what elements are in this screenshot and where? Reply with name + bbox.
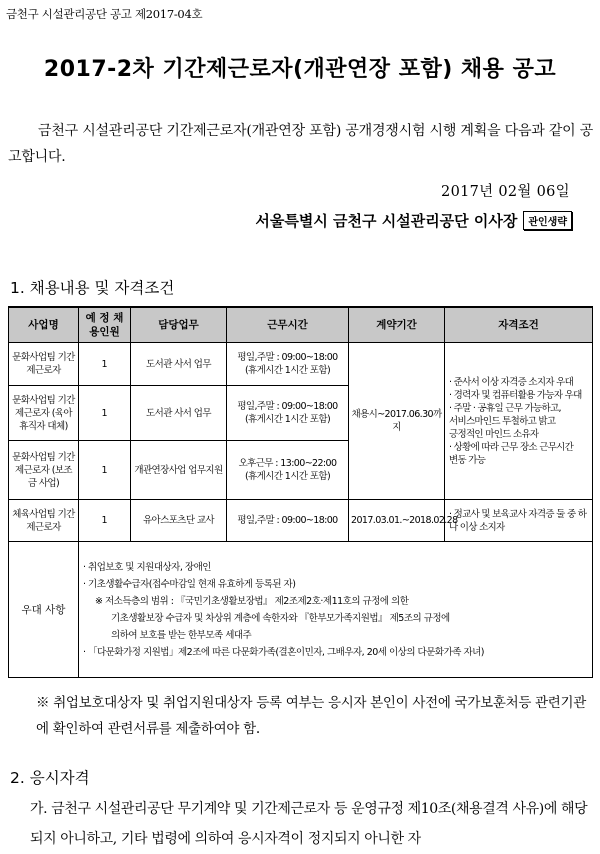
col-header-qualification: 자격조건 <box>445 307 593 343</box>
preference-line: 의하여 보호를 받는 한부모족 세대주 <box>111 629 252 641</box>
preference-line: · 기초생활수급자(접수마감일 현재 유효하게 등록된 자) <box>83 578 296 590</box>
col-header-count: 예 정 채용인원 <box>79 307 131 343</box>
col-header-duty: 담당업무 <box>131 307 227 343</box>
table-header-row <box>9 307 593 343</box>
section-2-heading: 2. 응시자격 <box>10 769 90 787</box>
business-cell: 문화사업팀 기간제근로자 (보조금 사업) <box>9 441 79 500</box>
duty-cell: 도서관 사서 업무 <box>131 343 227 386</box>
seal-stamp: 관인생략 <box>523 211 572 230</box>
notice-date: 2017년 02월 06일 <box>441 184 570 200</box>
table-row <box>9 343 593 386</box>
hours-note: (휴게시간 1시간 포함) <box>244 365 331 376</box>
hours-line: 평일,주말 : 09:00~18:00 <box>237 352 338 363</box>
hours-cell <box>227 441 349 500</box>
qualification-line: · 준사서 이상 자격증 소지자 우대 <box>449 376 574 388</box>
table-row <box>9 500 593 542</box>
business-cell: 체육사업팀 기간제근로자 <box>9 500 79 542</box>
qualification-cell <box>445 343 593 500</box>
count-cell: 1 <box>79 343 131 386</box>
preference-label: 우대 사항 <box>9 542 79 678</box>
duty-cell: 도서관 사서 업무 <box>131 386 227 441</box>
qualification-line: · 주말 · 공휴일 근무 가능하고, <box>449 402 561 414</box>
qualification-line: 변동 가능 <box>449 454 486 466</box>
contract-cell: 2017.03.01.~2018.02.28 <box>349 500 445 542</box>
registration-note: ※ 취업보호대상자 및 취업지원대상자 등록 여부는 응시자 본인이 사전에 국가보훈처등 관련기관에 확인하여 관련서류를 제출하여야 함. <box>36 695 587 737</box>
preference-line: · 「다문화가정 지원법」제2조에 따른 다문화가족(결혼이민자, 그배우자, 20세 이상의 다문화가족 자녀) <box>83 646 485 658</box>
recruitment-table <box>8 306 593 678</box>
qualification-line: · 상황에 따라 근무 장소 근무시간 <box>449 441 574 453</box>
col-header-contract: 계약기간 <box>349 307 445 343</box>
qualification-line: · 경력자 및 컴퓨터활용 가능자 우대 <box>449 389 582 401</box>
hours-cell <box>227 386 349 441</box>
hours-note: (휴게시간 1시간 포함) <box>244 471 331 482</box>
col-header-hours: 근무시간 <box>227 307 349 343</box>
qualification-line: 서비스마인드 투철하고 밝고 <box>449 415 556 427</box>
hours-note: (휴게시간 1시간 포함) <box>244 414 331 425</box>
hours-cell: 평일,주말 : 09:00~18:00 <box>227 500 349 542</box>
duty-cell: 유아스포츠단 교사 <box>131 500 227 542</box>
preference-line: ※ 저소득층의 범위 : 『국민기초생활보장법』 제2조제2호·제11호의 규정에 의한 <box>95 595 409 607</box>
count-cell: 1 <box>79 500 131 542</box>
col-header-business: 사업명 <box>9 307 79 343</box>
preference-line: · 취업보호 및 지원대상자, 장애인 <box>83 561 211 573</box>
qualification-line: 긍정적인 마인드 소유자 <box>449 428 539 440</box>
preference-line: 기초생활보장 수급자 및 차상위 계층에 속한자와 『한부모가족지원법』 제5조의 규정에 <box>111 612 450 624</box>
preference-content <box>79 542 593 678</box>
section-1-heading: 1. 채용내용 및 자격조건 <box>10 279 175 297</box>
hours-cell <box>227 343 349 386</box>
eligibility-item-a: 가. 금천구 시설관리공단 무기계약 및 기간제근로자 등 운영규정 제10조(채용결격 사유)에 해당되지 아니하고, 기타 법령에 의하여 응시자격이 정지되지 아니한 자 <box>30 801 588 847</box>
signer-name: 서울특별시 금천구 시설관리공단 이사장 <box>255 212 518 230</box>
duty-cell: 개관연장사업 업무지원 <box>131 441 227 500</box>
business-cell: 문화사업팀 기간제근로자 <box>9 343 79 386</box>
hours-line: 평일,주말 : 09:00~18:00 <box>237 401 338 412</box>
preference-row <box>9 542 593 678</box>
count-cell: 1 <box>79 386 131 441</box>
page-title: 2017-2차 기간제근로자(개관연장 포함) 채용 공고 <box>43 57 557 82</box>
contract-cell: 채용시~2017.06.30까지 <box>349 343 445 500</box>
qualification-cell: · 정교사 및 보육교사 자격증 둘 중 하나 이상 소지자 <box>445 500 593 542</box>
count-cell: 1 <box>79 441 131 500</box>
business-cell: 문화사업팀 기간제근로자 (육아휴직자 대체) <box>9 386 79 441</box>
notice-number: 금천구 시설관리공단 공고 제2017-04호 <box>6 7 203 21</box>
hours-line: 오후근무 : 13:00~22:00 <box>238 458 337 469</box>
signer-block <box>255 210 572 231</box>
intro-paragraph: 금천구 시설관리공단 기간제근로자(개관연장 포함) 공개경쟁시험 시행 계획을 다음과 같이 공고합니다. <box>8 123 594 165</box>
